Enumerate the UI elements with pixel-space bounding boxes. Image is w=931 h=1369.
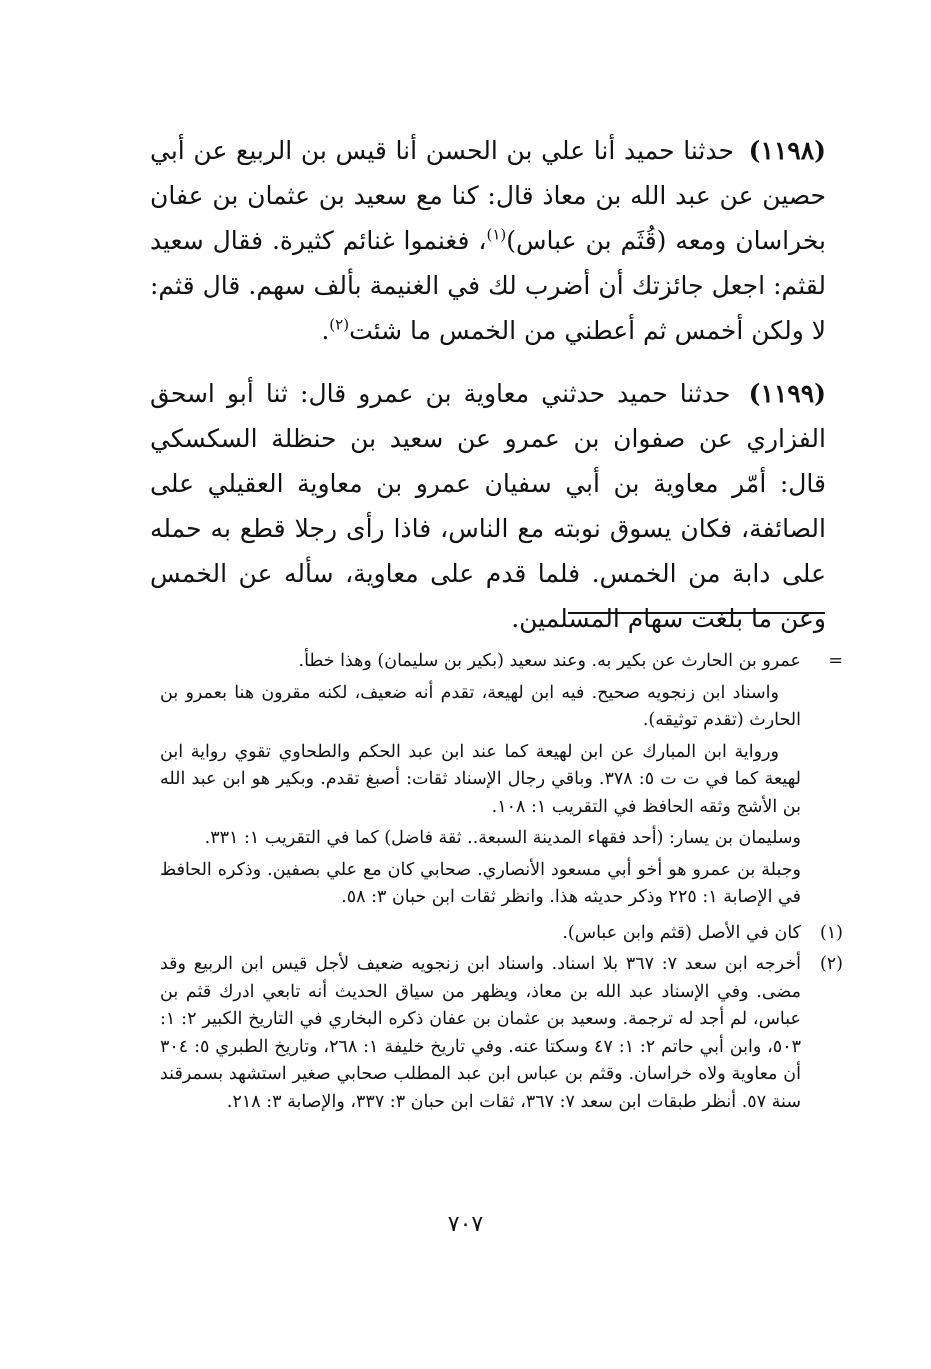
footnote-text: كان في الأصل (قثم وابن عباس). — [562, 922, 801, 943]
footnote-paragraph: عمرو بن الحارث عن بكير به. وعند سعيد (بكير بن سليمان) وهذا خطأ. — [298, 651, 801, 671]
hadith-1199 — [150, 371, 826, 641]
main-text-body — [150, 128, 826, 659]
hadith-1198 — [150, 128, 826, 353]
footnote-continuation-text — [160, 648, 801, 916]
footnote-continuation-marker: = — [828, 651, 843, 671]
hadith-end-mark: . — [321, 316, 330, 345]
hadith-text-continued: ، فغنموا غنائم كثيرة. فقال سعيد لقثم: اجعل جائزتك أن أضرب لك في الغنيمة بألف سهم. قال قثم: لا ولكن أخمس ثم أعطني من الخمس ما شئت — [150, 226, 826, 345]
footnote-ref-2[interactable]: (٢) — [329, 315, 350, 334]
footnote-ref-1[interactable]: (١) — [486, 225, 507, 244]
footnote-separator — [568, 612, 825, 614]
footnote-paragraph: واسناد ابن زنجويه صحيح. فيه ابن لهيعة، تقدم أنه ضعيف، لكنه مقرون هنا بعمرو بن الحارث (تقدم توثيقه). — [160, 682, 801, 730]
footnote-paragraph: وسليمان بن يسار: (أحد فقهاء المدينة السبعة.. ثقة فاضل) كما في التقريب ١: ٣٣١. — [204, 828, 801, 848]
footnote-text: أخرجه ابن سعد ٧: ٣٦٧ بلا اسناد. واسناد ابن زنجويه ضعيف لأجل قيس ابن الربيع وقد مضى. وفي الإسناد عبد الله بن معاذ، ويظهر من سياق الحديث أنه تابعي ادرك قثم بن عباس، لم أجد له ترجمة. وسعيد بن عثمان بن عفان ذكره البخاري في التاريخ الكبير ٢: ١: ٥٠٣، وابن أبي حاتم ٢: ١: ٤٧ وسكتا عنه. وفي تاريخ خليفة ١: ٢٦٨، وتاريخ الطبري ٥: ٣٠٤ أن معاوية ولاه خراسان. وقثم بن عباس ابن عبد المطلب صحابي صغير استشهد بسمرقند سنة ٥٧. أنظر طبقات ابن سعد ٧: ٣٦٧، ثقات ابن حبان ٣: ٣٣٧، والإصابة ٣: ٢١٨. — [160, 954, 802, 1112]
footnote-marker: (١) — [819, 922, 843, 943]
footnote-continuation — [160, 648, 843, 916]
footnote-1 — [160, 920, 843, 948]
footnote-paragraph: ورواية ابن المبارك عن ابن لهيعة كما عند ابن عبد الحكم والطحاوي تقوي رواية ابن لهيعة كما في ت ت ٥: ٣٧٨. وباقي رجال الإسناد ثقات: أصبغ تقدم. وبكير هو ابن عبد الله بن الأشج وثقه الحافظ في التقريب ١: ١٠٨. — [160, 741, 801, 817]
footnotes — [160, 648, 843, 1120]
footnote-2 — [160, 951, 843, 1116]
hadith-number: (١١٩٨) — [748, 136, 826, 165]
footnote-paragraph: وجبلة بن عمرو هو أخو أبي مسعود الأنصاري. صحابي كان مع علي بصفين. وذكره الحافظ في الإصابة ١: ٢٢٥ وذكر حديثه هذا. وانظر ثقات ابن حبان ٣: ٥٨. — [160, 859, 801, 907]
page-number: ٧٠٧ — [447, 1212, 484, 1237]
hadith-number: (١١٩٩) — [748, 379, 826, 408]
footnote-marker: (٢) — [819, 954, 843, 974]
hadith-text: حدثنا حميد أنا علي بن الحسن أنا قيس بن الربيع عن أبي حصين عن عبد الله بن معاذ قال: كنا مع سعيد بن عثمان بن عفان بخراسان ومعه (قُثَم بن عباس) — [150, 136, 827, 255]
hadith-text: حدثنا حميد حدثني معاوية بن عمرو قال: ثنا أبو اسحق الفزاري عن صفوان بن عمرو عن سعيد بن حنظلة السكسكي قال: أمّر معاوية بن أبي سفيان عمرو بن معاوية العقيلي على الصائفة، فكان يسوق نوبته مع الناس، فاذا رأى رجلا قطع به حمله على دابة من الخمس. فلما قدم على معاوية، سأله عن الخمس وعن ما بلغت سهام المسلمين. — [150, 379, 826, 633]
